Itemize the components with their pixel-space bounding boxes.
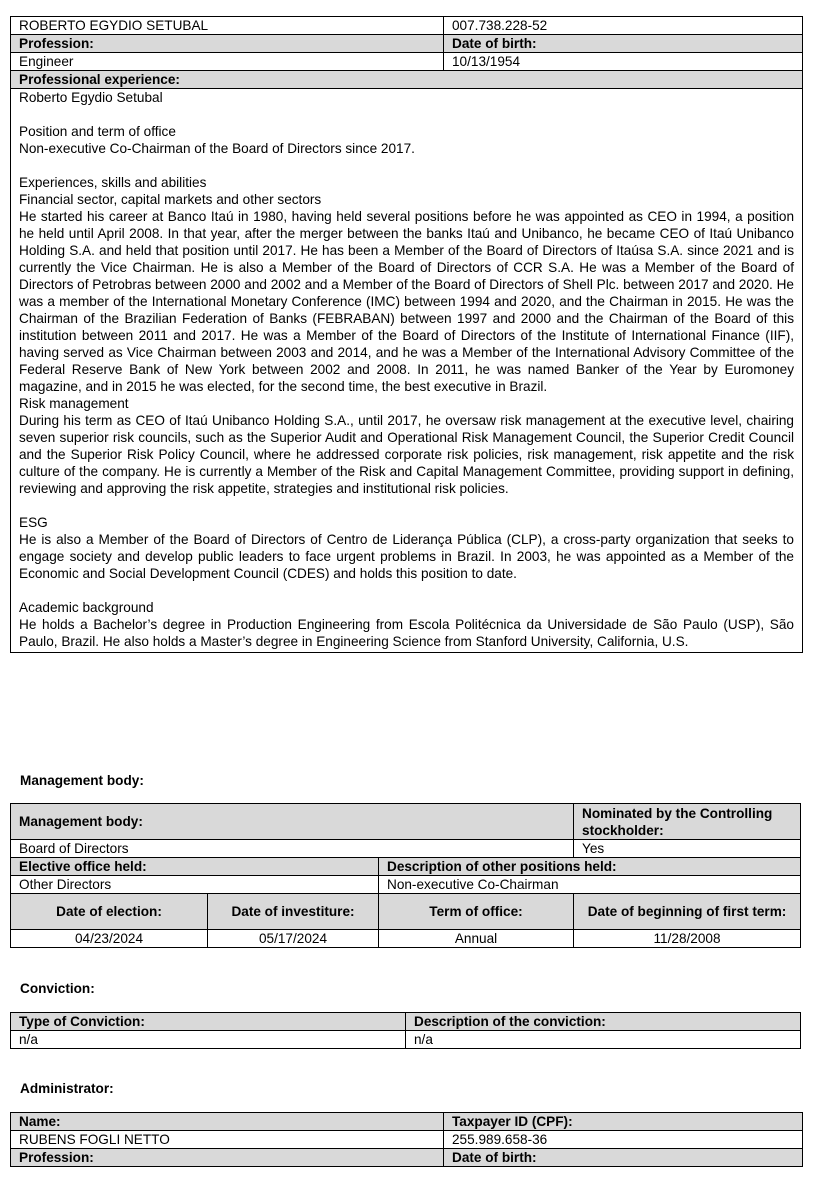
election-date-value: 04/23/2024 bbox=[11, 930, 208, 948]
management-section-title: Management body: bbox=[20, 773, 144, 788]
bio-esg-heading: ESG bbox=[19, 515, 48, 530]
first-term-label: Date of beginning of first term: bbox=[574, 894, 801, 930]
management-body-label: Management body: bbox=[11, 804, 574, 840]
term-label: Term of office: bbox=[379, 894, 574, 930]
dob-value: 10/13/1954 bbox=[444, 53, 803, 71]
conviction-description-value: n/a bbox=[406, 1031, 801, 1049]
investiture-date-label: Date of investiture: bbox=[208, 894, 379, 930]
dob-label: Date of birth: bbox=[444, 35, 803, 53]
nominated-value: Yes bbox=[574, 840, 801, 858]
investiture-date-value: 05/17/2024 bbox=[208, 930, 379, 948]
elective-office-value: Other Directors bbox=[11, 876, 379, 894]
bio-experience-heading: Experiences, skills and abilities bbox=[19, 175, 207, 190]
professional-experience-text bbox=[11, 89, 803, 653]
admin-name-label: Name: bbox=[11, 1113, 444, 1131]
admin-cpf-label: Taxpayer ID (CPF): bbox=[444, 1113, 803, 1131]
profession-value: Engineer bbox=[11, 53, 444, 71]
conviction-table bbox=[10, 1012, 801, 1049]
administrator-table bbox=[10, 1112, 803, 1167]
profession-label: Profession: bbox=[11, 35, 444, 53]
bio-academic-heading: Academic background bbox=[19, 600, 154, 615]
term-value: Annual bbox=[379, 930, 574, 948]
bio-position-text: Non-executive Co-Chairman of the Board of Directors since 2017. bbox=[19, 141, 415, 156]
nominated-label: Nominated by the Controlling stockholder: bbox=[574, 804, 801, 840]
administrator-section-title: Administrator: bbox=[20, 1081, 114, 1096]
bio-esg-text: He is also a Member of the Board of Directors of Centro de Liderança Pública (CLP), a cross-party organization that seeks to engage society and develop public leaders to face urgent problems in Brazil. In 2003, he was appointed as a Member of the Economic and Social Development Council (CDES) and holds this position to date. bbox=[19, 532, 794, 581]
bio-position-heading: Position and term of office bbox=[19, 124, 176, 139]
bio-sector-text: He started his career at Banco Itaú in 1980, having held several positions before he was appointed as CEO in 1994, a position he held until April 2008. In that year, after the merger between the banks Itaú and Unibanco, he became CEO of Itaú Unibanco Holding S.A. and held that position until 2017. He has been a Member of the Board of Directors of Itaúsa S.A. since 2021 and is currently the Vice Chairman. He is also a Member of the Board of Directors of CCR S.A. He was a Member of the Board of Directors of Petrobras between 2000 and 2002 and a Member of the Board of Directors of Shell Plc. between 2017 and 2020. He was a member of the International Monetary Conference (IMC) between 1994 and 2020, and the Chairman in 2015. He was the Chairman of the Brazilian Federation of Banks (FEBRABAN) between 1997 and 2000 and the Chairman of the Board of this institution between 2011 and 2017. He was a Member of the Board of Directors of the Institute of International Finance (IIF), having served as Vice Chairman between 2003 and 2014, and he was a Member of the International Advisory Committee of the Federal Reserve Bank of New York between 2002 and 2008. In 2011, he was named Banker of the Year by Euromoney magazine, and in 2015 he was elected, for the second time, the best executive in Brazil. bbox=[19, 209, 794, 394]
management-body-value: Board of Directors bbox=[11, 840, 574, 858]
conviction-type-value: n/a bbox=[11, 1031, 406, 1049]
bio-name-line: Roberto Egydio Setubal bbox=[19, 90, 163, 105]
admin-name-value: RUBENS FOGLI NETTO bbox=[11, 1131, 444, 1149]
election-date-label: Date of election: bbox=[11, 894, 208, 930]
other-positions-value: Non-executive Co-Chairman bbox=[379, 876, 801, 894]
bio-risk-text: During his term as CEO of Itaú Unibanco Holding S.A., until 2017, he oversaw risk management at the executive level, chairing seven superior risk councils, such as the Superior Audit and Operational Risk Management Council, the Superior Credit Council and the Superior Risk Policy Council, where he addressed corporate risk policies, risk management, risk appetite and the risk culture of the company. He is currently a Member of the Risk and Capital Management Committee, providing support in defining, reviewing and approving the risk appetite, strategies and institutional risk policies. bbox=[19, 413, 794, 496]
conviction-description-label: Description of the conviction: bbox=[406, 1013, 801, 1031]
bio-risk-heading: Risk management bbox=[19, 396, 129, 411]
person-name: ROBERTO EGYDIO SETUBAL bbox=[11, 17, 444, 35]
other-positions-label: Description of other positions held: bbox=[379, 858, 801, 876]
bio-sector-heading: Financial sector, capital markets and other sectors bbox=[19, 192, 322, 207]
admin-profession-label: Profession: bbox=[11, 1149, 444, 1167]
conviction-section-title: Conviction: bbox=[20, 981, 95, 996]
conviction-type-label: Type of Conviction: bbox=[11, 1013, 406, 1031]
elective-office-label: Elective office held: bbox=[11, 858, 379, 876]
person-cpf: 007.738.228-52 bbox=[444, 17, 803, 35]
experience-label: Professional experience: bbox=[11, 71, 803, 89]
management-table bbox=[10, 803, 801, 948]
person-table bbox=[10, 16, 803, 653]
admin-dob-label: Date of birth: bbox=[444, 1149, 803, 1167]
bio-academic-text: He holds a Bachelor’s degree in Production Engineering from Escola Politécnica da Universidade de São Paulo (USP), São Paulo, Brazil. He also holds a Master’s degree in Engineering Science from Stanford University, California, U.S. bbox=[19, 617, 794, 649]
first-term-value: 11/28/2008 bbox=[574, 930, 801, 948]
admin-cpf-value: 255.989.658-36 bbox=[444, 1131, 803, 1149]
